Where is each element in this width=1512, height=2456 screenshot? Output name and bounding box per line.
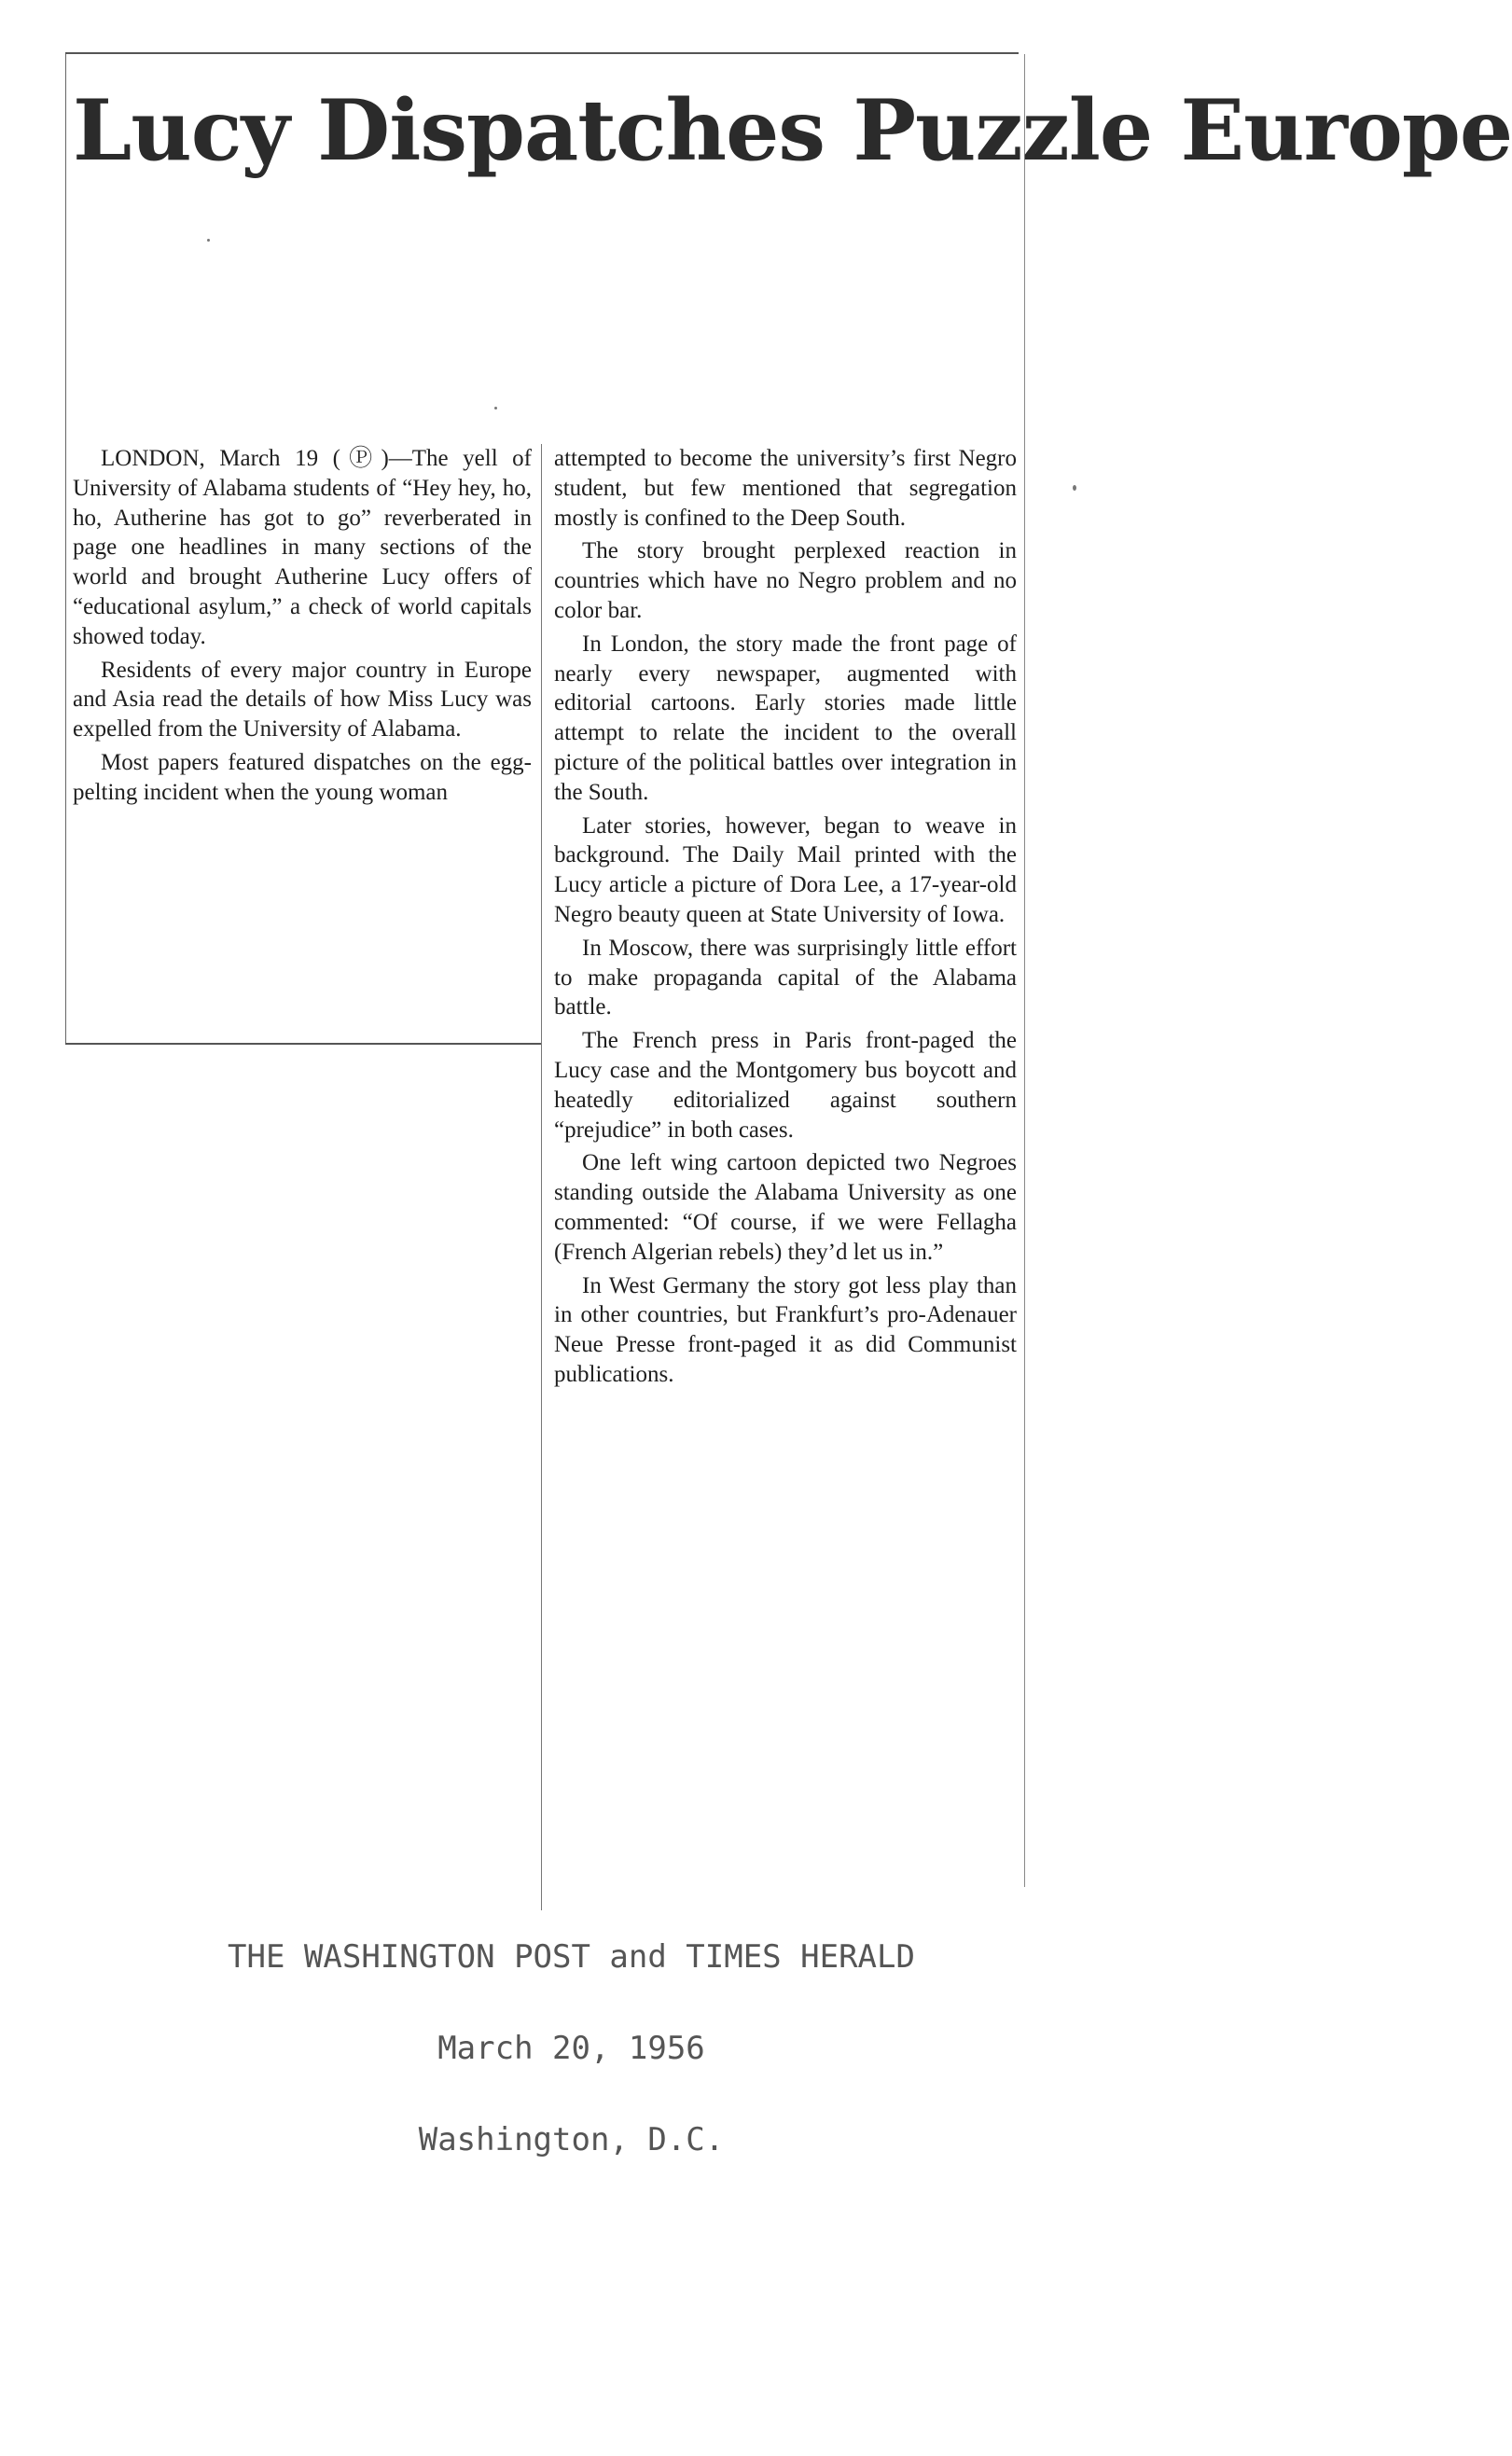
paragraph: One left wing cartoon depicted two Negroes standing outside the Alabama University as one commented: “Of course, if we were Fellagha (French Algerian rebels) they’d let us in.” bbox=[554, 1150, 1017, 1265]
top-rule bbox=[65, 52, 1019, 54]
headline bbox=[73, 80, 1512, 181]
paragraph: attempted to become the university’s first Negro student, but few mentioned that segregation mostly is confined to the Deep South. bbox=[554, 446, 1017, 531]
paragraph: Later stories, however, began to weave in background. The Daily Mail printed with the Lucy article a picture of Dora Lee, a 17-year-old Negro beauty queen at State University of Iowa. bbox=[554, 812, 1017, 927]
publication-name: THE WASHINGTON POST and TIMES HERALD bbox=[228, 1938, 915, 1976]
paragraph: In Moscow, there was surprisingly little effort to make propaganda capital of the Alabama battle. bbox=[554, 935, 1017, 1020]
paragraph: The French press in Paris front-paged the Lucy case and the Montgomery bus boycott and heatedly editorialized against southern “prejudice” in both cases. bbox=[554, 1028, 1017, 1143]
newspaper-clipping bbox=[63, 52, 1512, 1908]
scan-speck bbox=[1073, 485, 1076, 491]
headline-text: Lucy Dispatches Puzzle Europe bbox=[73, 81, 1512, 180]
column-divider bbox=[541, 444, 542, 1910]
paragraph: LONDON, March 19 (Ⓟ)—The yell of University of Alabama students of “Hey hey, ho, ho, Autherine has got to go” reverberated in page one headlines in many sections of the world and brought Autherine Lucy offers of “educational asylum,” a check of world capitals showed today. bbox=[73, 446, 532, 649]
right-rule bbox=[1024, 54, 1025, 1887]
paragraph: In London, the story made the front page of nearly every newspaper, augmented with editorial cartoons. Early stories made little attempt to relate the incident to the overall picture of the political battles over integration in the South. bbox=[554, 631, 1017, 805]
left-rule bbox=[65, 54, 66, 1043]
paragraph: In West Germany the story got less play than in other countries, but Frankfurt’s pro-Adenauer Neue Presse front-paged it as did Communist publications. bbox=[554, 1272, 1017, 1387]
paragraph: The story brought perplexed reaction in countries which have no Negro problem and no color bar. bbox=[554, 538, 1017, 623]
paragraph: Most papers featured dispatches on the egg-pelting incident when the young woman bbox=[73, 749, 532, 805]
publication-place: Washington, D.C. bbox=[418, 2121, 725, 2158]
bottom-rule bbox=[65, 1043, 541, 1045]
scan-speck bbox=[207, 239, 210, 242]
publication-date: March 20, 1956 bbox=[437, 2030, 705, 2067]
article-column-2 bbox=[554, 444, 1017, 1394]
scan-speck bbox=[494, 407, 497, 409]
paragraph: Residents of every major country in Europe and Asia read the details of how Miss Lucy was expelled from the University of Alabama. bbox=[73, 657, 532, 742]
article-column-1 bbox=[73, 444, 532, 812]
